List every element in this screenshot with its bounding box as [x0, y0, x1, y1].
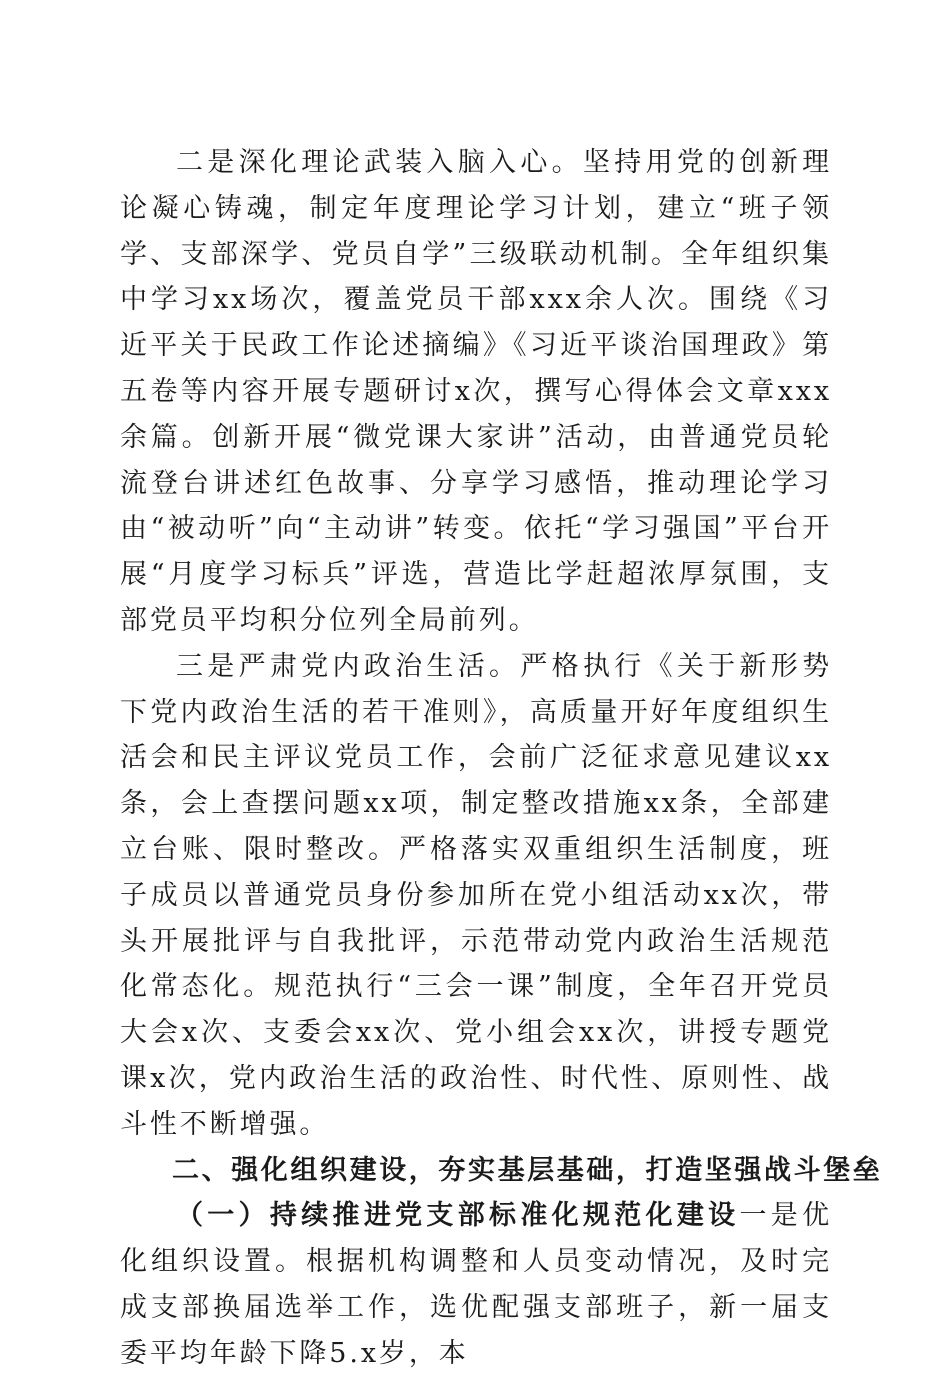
- paragraph-lead: 二是深化理论武装入脑入心。: [176, 147, 583, 178]
- paragraph-body: 一是优化组织设置。根据机构调整和人员变动情况，及时完成支部换届选举工作，选优配强支部班子，新一届支委平均年龄下降5.x岁，本: [120, 1200, 832, 1369]
- document-page: [120, 140, 883, 1377]
- paragraph-body: 坚持用党的创新理论凝心铸魂，制定年度理论学习计划，建立“班子领学、支部深学、党员自学”三级联动机制。全年组织集中学习xx场次，覆盖党员干部xxx余人次。围绕《习近平关于民政工作论述摘编》《习近平谈治国理政》第五卷等内容开展专题研讨x次，撰写心得体会文章xxx余篇。创新开展“微党课大家讲”活动，由普通党员轮流登台讲述红色故事、分享学习感悟，推动理论学习由“被动听”向“主动讲”转变。依托“学习强国”平台开展“月度学习标兵”评选，营造比学赶超浓厚氛围，支部党员平均积分位列全局前列。: [120, 147, 833, 636]
- paragraph-theory-study: [120, 140, 832, 644]
- paragraph-political-life: [120, 644, 832, 1148]
- paragraph-lead: 三是严肃党内政治生活。: [176, 650, 521, 682]
- section-heading: 二、强化组织建设，夯实基层基础，打造坚强战斗堡垒: [172, 1154, 883, 1186]
- paragraph-branch-standardization: [120, 1193, 832, 1376]
- subsection-lead: （一）持续推进党支部标准化规范化建设: [176, 1200, 740, 1232]
- paragraph-body: 严格执行《关于新形势下党内政治生活的若干准则》，高质量开好年度组织生活会和民主评议党员工作，会前广泛征求意见建议xx条，会上查摆问题xx项，制定整改措施xx条，全部建立台账、限时整改。严格落实双重组织生活制度，班子成员以普通党员身份参加所在党小组活动xx次，带头开展批评与自我批评，示范带动党内政治生活规范化常态化。规范执行“三会一课”制度，全年召开党员大会x次、支委会xx次、党小组会xx次，讲授专题党课x次，党内政治生活的政治性、时代性、原则性、战斗性不断增强。: [120, 650, 833, 1140]
